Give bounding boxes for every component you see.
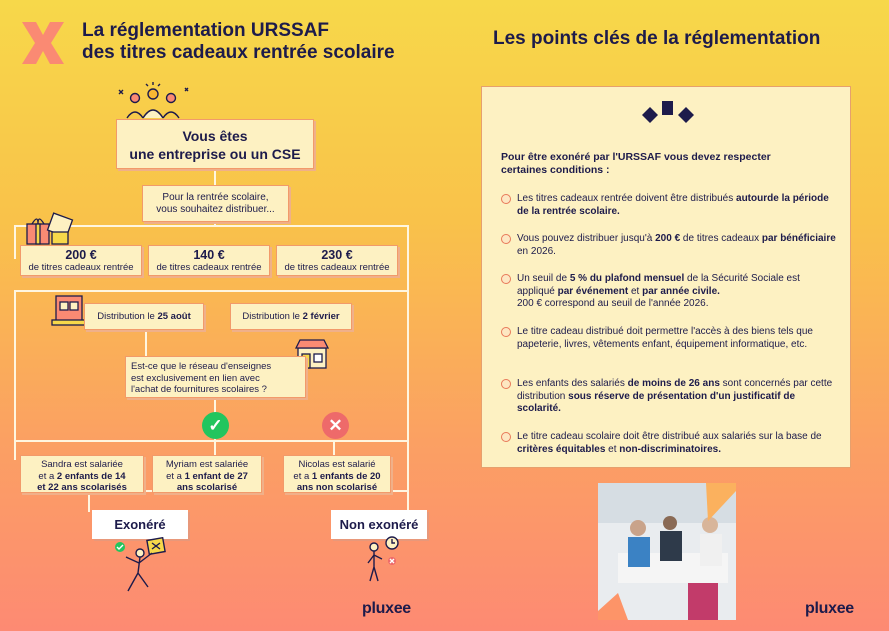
condition-item	[517, 233, 837, 258]
cond-bold: de la période de la rentrée scolaire.	[517, 193, 829, 217]
pluxee-logo-left: pluxee	[362, 600, 411, 617]
connector	[14, 290, 16, 460]
dist-date: 2 février	[302, 311, 340, 322]
happy-person-icon	[108, 537, 172, 595]
connector	[14, 440, 409, 442]
title-line1: La réglementation URSSAF	[82, 20, 330, 41]
condition-item	[517, 378, 837, 416]
title-line2: des titres cadeaux rentrée scolaire	[82, 42, 395, 63]
decorative-shapes-icon	[640, 99, 696, 129]
distribution-aug-box	[84, 303, 204, 330]
cond-text: Les enfants des salariés	[517, 378, 628, 389]
bullet-icon	[501, 234, 511, 244]
amount-box-140	[148, 245, 270, 276]
amount-box-230	[276, 245, 398, 276]
cond-bold: non-discriminatoires.	[619, 443, 721, 455]
case-line1: Sandra est salariée	[41, 459, 123, 470]
case-line2a: et a	[293, 470, 312, 482]
connector	[14, 225, 16, 259]
start-line1: Vous êtes	[182, 128, 248, 144]
cond-bold: par bénéficiaire	[761, 233, 836, 244]
dist-date: 25 août	[157, 311, 191, 322]
network-q-line3: l'achat de fournitures scolaires ?	[131, 384, 267, 395]
condition-item	[517, 431, 837, 456]
cond-text: en 2026.	[517, 245, 556, 257]
cond-text: et	[605, 443, 620, 455]
question-box	[142, 185, 289, 222]
cond-text: Le titre cadeau distribué doit permettre l'accès à des biens tels que papeterie, livres, vêtements enfant, équipement informatique, etc.	[517, 326, 813, 350]
condition-item	[517, 326, 837, 351]
amount-label: de titres cadeaux rentrée	[156, 262, 262, 273]
cond-text: de la Sécurité Sociale est appliqué	[517, 273, 800, 297]
dist-prefix: Distribution le	[242, 311, 303, 322]
page-title	[82, 20, 395, 64]
amount-label: de titres cadeaux rentrée	[284, 262, 390, 273]
case-line2a: et a	[38, 470, 57, 482]
case-line2b: 2 enfants de 14	[56, 470, 126, 482]
intro-line1: Pour être exonéré par l'URSSAF vous devez respecter	[501, 151, 771, 163]
amount-label: de titres cadeaux rentrée	[28, 262, 134, 273]
amount-value: 140 €	[193, 248, 225, 262]
case-line3: ans non scolarisé	[296, 482, 378, 493]
cond-bold: critères équitables	[517, 443, 606, 455]
cond-text: Vous pouvez distribuer jusqu'à	[517, 233, 656, 244]
condition-item	[517, 193, 837, 218]
case-sandra	[20, 455, 144, 493]
not-exempt-badge: Non exonéré	[331, 510, 427, 539]
x-frame-overlay	[598, 483, 736, 620]
team-icon	[113, 82, 193, 120]
amount-value: 200 €	[65, 248, 97, 262]
cond-text: de titres cadeaux	[680, 233, 762, 244]
case-myriam	[152, 455, 262, 493]
cond-text: Le titre cadeau scolaire doit être distribué aux salariés sur la base de	[517, 431, 822, 442]
exempt-badge: Exonéré	[92, 510, 188, 539]
question-line2: vous souhaitez distribuer...	[156, 204, 275, 215]
pluxee-logo-right: pluxee	[805, 600, 854, 617]
network-q-line1: Est-ce que le réseau d'enseignes	[131, 361, 272, 372]
yes-check-icon: ✓	[202, 412, 229, 439]
bullet-icon	[501, 274, 511, 284]
case-line3: et 22 ans scolarisés	[37, 482, 127, 493]
case-line2b: 1 enfants de 20	[311, 470, 381, 482]
pluxee-x-logo	[20, 20, 66, 66]
cond-text: 200 € correspond au seuil de l'année 2026.	[517, 298, 709, 309]
amount-value: 230 €	[321, 248, 353, 262]
network-question-box	[125, 356, 306, 398]
cond-text: Les titres cadeaux rentrée doivent être distribués	[517, 193, 737, 204]
case-nicolas	[283, 455, 391, 493]
no-cross-icon: ✕	[322, 412, 349, 439]
intro-line2: certaines conditions :	[501, 164, 610, 176]
connector	[407, 225, 409, 515]
dist-prefix: Distribution le	[97, 311, 158, 322]
start-box	[116, 119, 314, 169]
cond-bold: 200 €	[655, 233, 681, 244]
conditions-intro	[501, 151, 831, 177]
cond-bold: autour	[736, 193, 768, 204]
case-line3: ans scolarisé	[176, 482, 238, 493]
bullet-icon	[501, 432, 511, 442]
cond-text: et	[628, 285, 643, 297]
condition-item	[517, 273, 837, 311]
cond-text: sont concernés par cette distribution	[517, 378, 833, 402]
bullet-icon	[501, 379, 511, 389]
case-line2a: et a	[166, 470, 185, 482]
conditions-panel	[481, 86, 851, 468]
start-line2: une entreprise ou un CSE	[129, 146, 301, 162]
network-q-line2: est exclusivement en lien avec	[131, 372, 260, 384]
cond-bold: par année civile.	[642, 285, 720, 297]
distribution-feb-box	[230, 303, 352, 330]
case-line1: Myriam est salariée	[165, 459, 249, 470]
cond-bold: sous réserve de présentation d'un justificatif de scolarité.	[517, 390, 796, 414]
case-line2b: 1 enfant de 27	[184, 470, 248, 482]
bullet-icon	[501, 327, 511, 337]
cond-bold: de moins de 26 ans	[627, 378, 720, 389]
cond-bold: par événement	[557, 285, 629, 297]
key-points-title: Les points clés de la réglementation	[493, 28, 821, 49]
case-line1: Nicolas est salarié	[298, 459, 376, 470]
bullet-icon	[501, 194, 511, 204]
gift-icon	[24, 208, 76, 246]
question-line1: Pour la rentrée scolaire,	[162, 192, 269, 203]
cond-bold: 5 % du plafond mensuel	[569, 273, 685, 284]
sad-person-icon	[360, 535, 406, 585]
cond-text: Un seuil de	[517, 273, 570, 284]
amount-box-200	[20, 245, 142, 276]
